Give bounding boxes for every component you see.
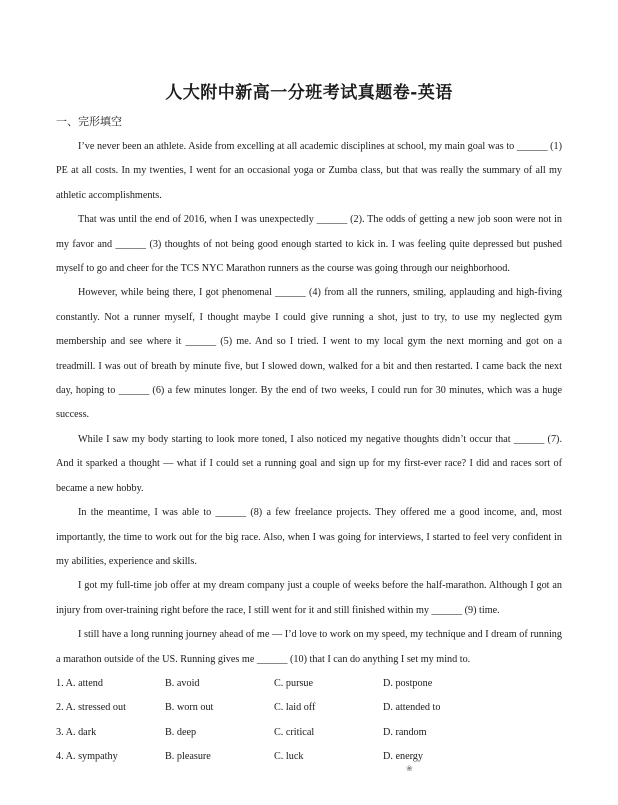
paragraph: However, while being there, I got phenomenal ______ (4) from all the runners, smiling, applauding and high-fiving constantly. Not a runner myself, I thought maybe I could give running a shot, just to try, to use my neglected gym membership and see where it ______ (5) me. And so I tried. I went to my local gym the next morning and got on a treadmill. I was out of breath by minute five, but I slowed down, walked for a bit and then restarted. I came back the next day, hoping to ______ (6) a few minutes longer. By the end of two weeks, I could run for 30 minutes, which was a huge success.: [56, 287, 562, 421]
options-list: [56, 672, 562, 770]
paragraph: I’ve never been an athlete. Aside from excelling at all academic disciplines at school, my main goal was to ______ (1) PE at all costs. In my twenties, I went for an occasional yoga or Zumba class, but that was really the summary of all my athletic accomplishments.: [56, 141, 562, 201]
option-row: [56, 745, 562, 769]
watermark-icon: ❀: [406, 764, 413, 773]
section-heading: 一、完形填空: [56, 115, 122, 128]
option: B. pleasure: [165, 751, 211, 763]
paragraph: That was until the end of 2016, when I was unexpectedly ______ (2). The odds of getting a new job soon were not in my favor and ______ (3) thoughts of not being good enough started to kick in. I was feeling quite depressed but pushed myself to go and cheer for the TCS NYC Marathon runners as the course was going through our neighborhood.: [56, 214, 562, 275]
option: B. avoid: [165, 677, 200, 689]
option: C. pursue: [274, 677, 314, 689]
paragraph: I still have a long running journey ahead of me — I’d love to work on my speed, my technique and I dream of running a marathon outside of the US. Running gives me ______ (10) that I can do anything I set my mind to.: [56, 629, 562, 665]
option-row: [56, 696, 562, 720]
option: B. worn out: [165, 702, 214, 714]
option: 4. A. sympathy: [56, 751, 118, 763]
option: B. deep: [165, 726, 197, 738]
option: 3. A. dark: [56, 726, 97, 738]
option: 1. A. attend: [56, 677, 103, 689]
option: C. critical: [274, 726, 315, 738]
paragraph: In the meantime, I was able to ______ (8) a few freelance projects. They offered me a good income, and, most importantly, the time to work out for the big race. Also, when I was going for interviews, I started to feel very confident in my abilities, experience and skills.: [56, 507, 562, 567]
option: D. energy: [383, 751, 423, 763]
option: C. luck: [274, 751, 304, 763]
paragraph: While I saw my body starting to look more toned, I also noticed my negative thoughts didn’t occur that ______ (7). And it sparked a thought — what if I could set a running goal and sign up for my first-ever race? I did and races sort of became a new hobby.: [56, 433, 562, 494]
option-row: [56, 721, 562, 745]
option-row: [56, 672, 562, 696]
option: D. attended to: [383, 702, 441, 714]
option: D. postpone: [383, 677, 433, 689]
option: 2. A. stressed out: [56, 702, 126, 714]
option: C. laid off: [274, 702, 316, 714]
paragraph: I got my full-time job offer at my dream company just a couple of weeks before the half-marathon. Although I got an injury from over-training right before the race, I still went for it and still finished within my ______ (9) time.: [56, 580, 562, 616]
option: D. random: [383, 726, 427, 738]
passage: [56, 135, 562, 672]
page-title: 人大附中新高一分班考试真题卷-英语: [165, 83, 453, 103]
